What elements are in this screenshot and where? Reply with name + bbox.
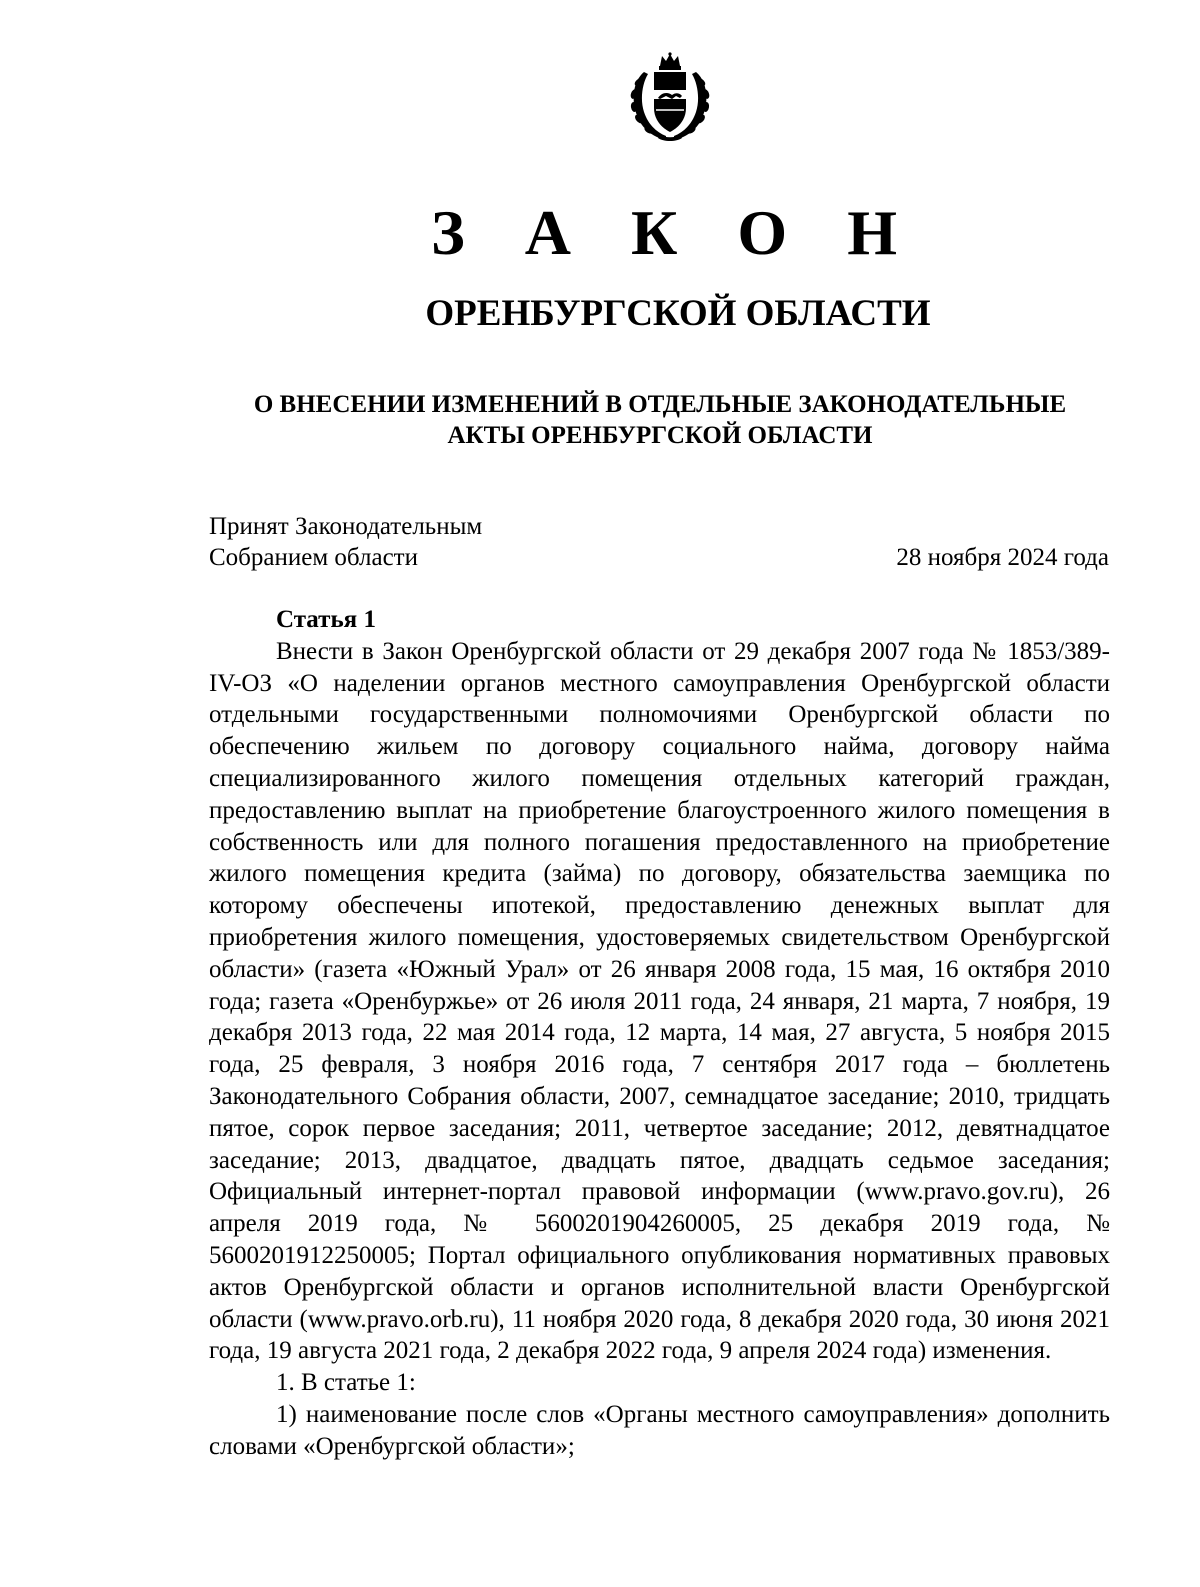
ribbon-icon xyxy=(658,135,682,141)
subpoint-1-paragraph: 1) наименование после слов «Органы местного самоуправления» дополнить словами «Оренбургской области»; xyxy=(209,1400,1110,1460)
crown-icon xyxy=(659,52,681,70)
adoption-block xyxy=(209,511,1109,573)
law-subject-line-1: О ВНЕСЕНИИ ИЗМЕНЕНИЙ В ОТДЕЛЬНЫЕ ЗАКОНОДАТЕЛЬНЫЕ xyxy=(253,391,1067,418)
article-heading: Статья 1 xyxy=(276,606,376,633)
shield-icon xyxy=(654,72,686,132)
coat-of-arms-emblem xyxy=(622,52,718,144)
article-body xyxy=(209,604,1110,1463)
law-subject-line-2: АКТЫ ОРЕНБУРГСКОЙ ОБЛАСТИ xyxy=(447,422,873,449)
law-subject-title xyxy=(200,389,1120,451)
adoption-line-1: Принят Законодательным xyxy=(209,513,483,540)
adoption-line-2: Собранием области xyxy=(209,544,418,571)
point-1-paragraph: 1. В статье 1: xyxy=(276,1369,416,1397)
document-type-title: З А К О Н xyxy=(431,197,919,268)
adoption-date: 28 ноября 2024 года xyxy=(896,544,1109,571)
region-title: ОРЕНБУРГСКОЙ ОБЛАСТИ xyxy=(425,293,931,334)
article-intro-paragraph: Внести в Закон Оренбургской области от 29 декабря 2007 года № 1853/389-IV-ОЗ «О наделении органов местного самоуправления Оренбургской области отдельными государственными полномочиями Оренбургской области по обеспечению жильем по договору социального найма, договору найма специализированного жилого помещения отдельных категорий граждан, предоставлению выплат на приобретение благоустроенного жилого помещения в собственность или для полного погашения предоставленного на приобретение жилого помещения кредита (займа) по договору, обязательства заемщика по которому обеспечены ипотекой, предоставлению денежных выплат для приобретения жилого помещения, удостоверяемых свидетельством Оренбургской области» (газета «Южный Урал» от 26 января 2008 года, 15 мая, 16 октября 2010 года; газета «Оренбуржье» от 26 июля 2011 года, 24 января, 21 марта, 7 ноября, 19 декабря 2013 года, 22 мая 2014 года, 12 марта, 14 мая, 27 августа, 5 ноября 2015 года, 25 февраля, 3 ноября 2016 года, 7 сентября 2017 года – бюллетень Законодательного Собрания области, 2007, семнадцатое заседание; 2010, тридцать пятое, сорок первое заседания; 2011, четвертое заседание; 2012, девятнадцатое заседание; 2013, двадцатое, двадцать пятое, двадцать седьмое заседания; Официальный интернет-портал правовой информации (www.pravo.gov.ru), 26 апреля 2019 года, № 5600201904260005, 25 декабря 2019 года, № 5600201912250005; Портал официального опубликования нормативных правовых актов Оренбургской области и органов исполнительной власти Оренбургской области (www.pravo.orb.ru), 11 ноября 2020 года, 8 декабря 2020 года, 30 июня 2021 года, 19 августа 2021 года, 2 декабря 2022 года, 9 апреля 2024 года) изменения. xyxy=(209,637,1110,1365)
